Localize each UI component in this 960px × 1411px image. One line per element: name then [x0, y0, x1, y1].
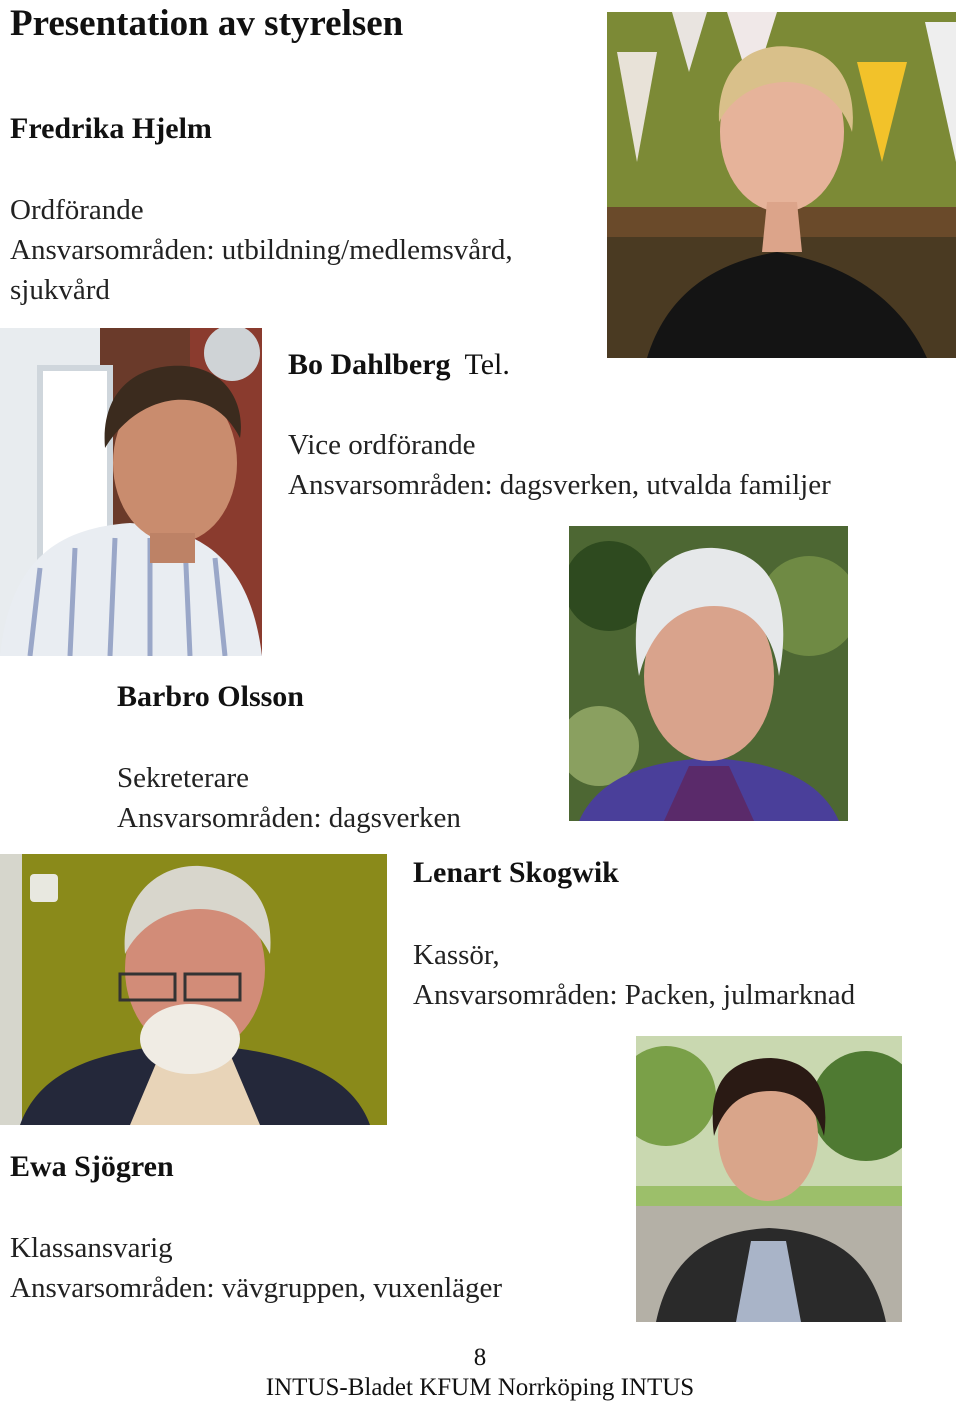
member-role-barbro: Sekreterare: [117, 762, 250, 794]
member-name-bo-text: Bo Dahlberg: [288, 348, 451, 381]
member-areas-fredrika: Ansvarsområden: utbildning/medlemsvård,: [10, 234, 513, 266]
photo-ewa-sjogren: [636, 1036, 902, 1322]
member-name-lenart: Lenart Skogwik: [413, 856, 619, 889]
member-name-ewa: Ewa Sjögren: [10, 1150, 174, 1183]
member-areas-lenart: Ansvarsområden: Packen, julmarknad: [413, 979, 856, 1011]
member-areas-cont-fredrika: sjukvård: [10, 274, 110, 306]
member-tel-bo: Tel.: [464, 348, 510, 381]
photo-lenart-skogwik: [0, 854, 387, 1125]
member-name-barbro: Barbro Olsson: [117, 680, 304, 713]
page-number: 8: [473, 1344, 487, 1371]
photo-fredrika-hjelm: [607, 12, 956, 358]
page-footer: INTUS-Bladet KFUM Norrköping INTUS: [265, 1374, 695, 1401]
member-name-bo: [288, 348, 510, 382]
member-areas-bo: Ansvarsområden: dagsverken, utvalda familjer: [288, 469, 831, 501]
photo-barbro-olsson: [569, 526, 848, 821]
member-name-fredrika: Fredrika Hjelm: [10, 112, 212, 145]
member-areas-ewa: Ansvarsområden: vävgruppen, vuxenläger: [10, 1272, 503, 1304]
member-role-lenart: Kassör,: [413, 939, 500, 971]
member-role-fredrika: Ordförande: [10, 194, 144, 226]
member-areas-barbro: Ansvarsområden: dagsverken: [117, 802, 461, 834]
page-title: Presentation av styrelsen: [10, 3, 404, 44]
photo-bo-dahlberg: [0, 328, 262, 656]
member-role-bo: Vice ordförande: [288, 429, 476, 461]
member-role-ewa: Klassansvarig: [10, 1232, 173, 1264]
